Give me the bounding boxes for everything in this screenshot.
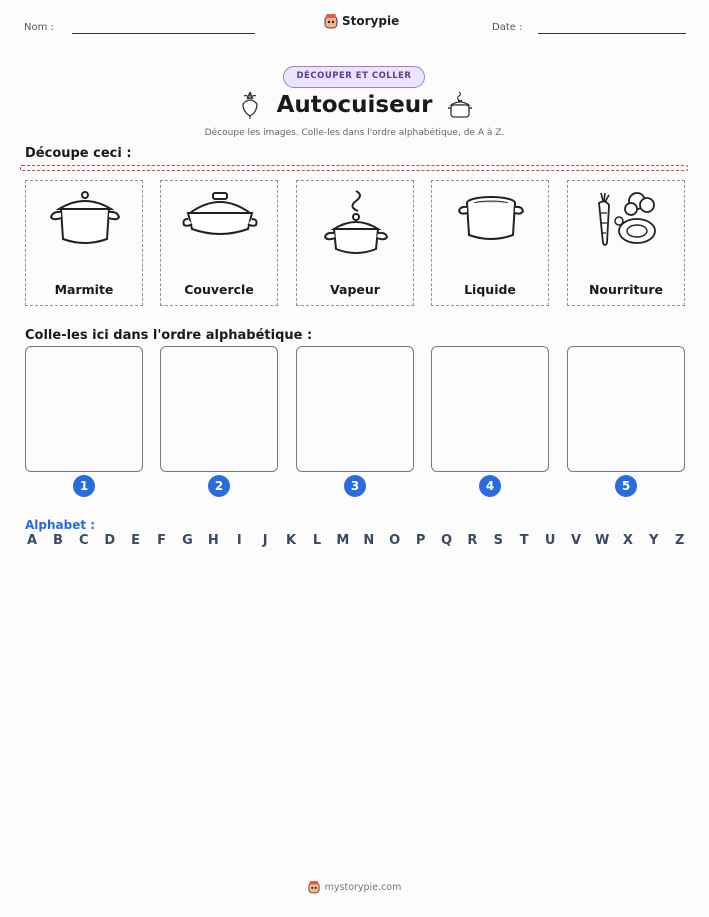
order-number-4: 4 [479, 475, 501, 497]
pressure-cooker-icon [447, 90, 473, 124]
instructions: Découpe les images. Colle-les dans l'ordre alphabétique, de A à Z. [204, 128, 505, 138]
alphabet-letter: T [519, 533, 529, 548]
cut-card-marmite[interactable] [25, 180, 143, 306]
steaming-pot-icon [316, 189, 396, 259]
alphabet-letter: F [157, 533, 166, 548]
alphabet-letter: R [467, 533, 478, 548]
page-title: Autocuiseur [276, 92, 433, 118]
cut-card-vapeur[interactable] [296, 180, 414, 306]
alphabet-letter: G [182, 533, 193, 548]
alphabet-letter: U [544, 533, 556, 548]
paste-box-2[interactable] [160, 346, 278, 472]
storypie-mascot-icon [324, 13, 338, 29]
card-label: Liquide [464, 282, 516, 297]
stock-pot-icon [45, 189, 125, 249]
order-number-5: 5 [615, 475, 637, 497]
brand-name: Storypie [342, 14, 400, 28]
card-label: Nourriture [588, 282, 664, 297]
card-label: Marmite [54, 282, 114, 297]
cut-card-nourriture[interactable] [567, 180, 685, 306]
alphabet-letter: W [594, 533, 610, 548]
date-line[interactable] [538, 33, 686, 34]
order-number-2: 2 [208, 475, 230, 497]
alphabet-letter: I [236, 533, 242, 548]
alphabet-letter: V [571, 533, 582, 548]
alphabet-letter: D [104, 533, 116, 548]
cut-card-couvercle[interactable] [160, 180, 278, 306]
alphabet-letter: Y [649, 533, 659, 548]
alphabet-letter: L [312, 533, 322, 548]
brand-logo [324, 13, 399, 29]
card-label: Couvercle [184, 282, 254, 297]
alphabet-letter: J [262, 533, 268, 548]
alphabet-letter: P [415, 533, 426, 548]
card-label: Vapeur [330, 282, 380, 297]
footer [0, 880, 709, 894]
pot-lid-icon [180, 189, 260, 249]
cut-card-liquide[interactable] [431, 180, 549, 306]
liquid-pot-icon [451, 189, 531, 249]
cut-line [20, 165, 688, 171]
name-line[interactable] [72, 33, 255, 34]
alphabet-letter: B [52, 533, 63, 548]
alphabet-letter: Q [440, 533, 453, 548]
alphabet-letter: Z [674, 533, 685, 548]
alphabet-letter: C [79, 533, 89, 548]
alphabet-heading: Alphabet : [25, 518, 96, 532]
alphabet-letter: K [286, 533, 297, 548]
paste-heading: Colle-les ici dans l'ordre alphabétique : [25, 328, 313, 343]
date-label: Date : [492, 22, 523, 33]
order-number-1: 1 [73, 475, 95, 497]
storypie-mascot-icon [308, 880, 320, 894]
alphabet-letter: X [622, 533, 633, 548]
alphabet-letter: E [131, 533, 141, 548]
footer-url[interactable]: mystorypie.com [324, 881, 402, 893]
order-number-3: 3 [344, 475, 366, 497]
alphabet-letter: M [336, 533, 350, 548]
paste-box-1[interactable] [25, 346, 143, 472]
cut-heading: Découpe ceci : [25, 146, 132, 161]
name-label: Nom : [24, 22, 54, 33]
paste-box-3[interactable] [296, 346, 414, 472]
alphabet-strip [25, 533, 687, 548]
food-icon [587, 189, 667, 255]
paste-box-5[interactable] [567, 346, 685, 472]
alphabet-letter: H [207, 533, 219, 548]
alphabet-letter: A [26, 533, 38, 548]
alphabet-letter: N [363, 533, 375, 548]
alphabet-letter: S [493, 533, 503, 548]
activity-badge: DÉCOUPER ET COLLER [283, 66, 425, 88]
paste-box-4[interactable] [431, 346, 549, 472]
alphabet-letter: O [389, 533, 401, 548]
